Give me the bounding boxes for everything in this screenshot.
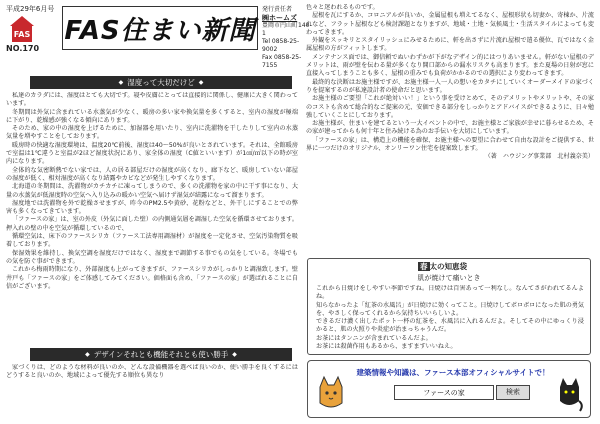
tips-box-title-highlight: 春 bbox=[420, 262, 428, 271]
diamond-icon: ◆ bbox=[198, 79, 204, 86]
paragraph: そのため、家の中の湿度を上げるために、加湿器を用いたり、室内に洗濯物を干したりして室内の水蒸気量を増やすことをしております。 bbox=[6, 125, 298, 141]
issue-date: 平成29年6月号 bbox=[6, 5, 55, 13]
section1-heading: 湿度って大切だけど bbox=[127, 78, 195, 87]
publisher-name: ㈱ホームズ bbox=[262, 14, 297, 22]
issue-number: NO.170 bbox=[6, 44, 40, 53]
paragraph: できるだけ濃く出したポット一杯の紅茶を、水風呂に入れるんだよ。そしてその中にゆっくり浸かると、肌の火照りや炎症が治まっちゃうんだ。 bbox=[316, 318, 584, 334]
paragraph: お茶にはタンニンが含まれているんだよ。 bbox=[316, 334, 432, 342]
paragraph: お茶には殺菌作用もあるから、ますますいいねえ。 bbox=[316, 343, 457, 351]
paragraph: 屋根を瓦にするか、コロニアルが良いか、金属屋根も増えてるなく、屋根形状も切妻か、寄棟か、片流れなど、フラット屋根なども検討課題となりますが、地域・土地・気候風土・生活スタイルによっても変わってきます。 bbox=[306, 12, 594, 36]
diamond-icon: ◆ bbox=[232, 351, 237, 358]
fas-logo bbox=[8, 14, 36, 44]
cat-icon bbox=[314, 373, 348, 413]
paragraph: 湿度地では洗濯物を外で乾燥させますが、昨今のPM2.5や黄砂、花粉などと、外干しにすることでの弊害も多くなってきています。 bbox=[6, 199, 298, 216]
paragraph: 「ファースの家」は、構造上の機能を確保、お施主様への要望に合わせて自由な設計をご提供する、世界に一つだけのオリジナル、オンリーワン住宅を提案致します。 bbox=[306, 136, 594, 153]
tips-box-title-rest: 太の知恵袋 bbox=[429, 262, 467, 271]
right-column-body bbox=[306, 4, 594, 254]
section2-body bbox=[6, 364, 298, 420]
publisher-block bbox=[262, 6, 312, 70]
publisher-fax: Fax 0858-25-7155 bbox=[262, 54, 302, 69]
paragraph: メンテナンス面では、御信頼でぬいわずかが下がなデザイン的にはつりあいません。軒がない屋根のデメリットは、雨が壁を伝わる量が多くなり開口部からの漏水リスクも高まります。また夏場の日射が窓に直接入ってしまうことも多く、屋根の重みでも負荷がかかるのでの選択により変わってきます。 bbox=[306, 53, 594, 78]
paragraph: これから梅雨時期になり、外部湿度も上がってきますが、ファースシリカがしっかりと調湿致します。壁井戸も「ファースの家」をご体感してみてください。価格面も含め、「ファースの家」が選ばれることに自信がございます。 bbox=[6, 266, 298, 290]
paragraph: お施主様のご要望「これが絶対いい！」という事を受けとめて、そのデメリットやメリットや、その家のコストも含めて総合的なご提案の元、安価できる部分をしっかりとアドバイスができるように、日々勉強していくことにしております。 bbox=[306, 95, 594, 119]
paragraph: 循環空気は、床下のファースシリカ（ファース工法専用調湿材）が湿度を一定化させ、空気汚染物質を吸着しております。 bbox=[6, 233, 298, 249]
paragraph: 色々と迷われるものです。 bbox=[306, 4, 379, 11]
publisher-address: 豊岡市円山町140-1 bbox=[262, 22, 312, 37]
newsletter-title: FAS住まい新聞 bbox=[62, 6, 258, 50]
publisher-tel: Tel 0858-25-9002 bbox=[262, 38, 300, 53]
author-signature: （著 ハウジング事業部 北村義奈美） bbox=[484, 153, 594, 161]
paragraph: 私達のカラダには、湿度はとても大切です。寝や皮膚にとっては直接的に関係し、健康に大きく関わっています。 bbox=[6, 92, 298, 108]
banner-text: 建築情報や知識は、ファース本部オフィシャルサイトで！ bbox=[356, 368, 550, 377]
tips-box-subtitle: 肌が焼けて痛いとき bbox=[417, 274, 481, 282]
black-cat-icon bbox=[554, 375, 584, 413]
site-search-banner bbox=[307, 360, 591, 418]
paragraph: 北海道の冬期間は、洗濯物がカチカチに凍ってしまうので、多くの洗濯物を家の中に干す事になり、大量の水蒸気が低湿度時の空気へ入り込みの暖かい空気へ届けず湿気が結露になって溜まります。 bbox=[6, 183, 298, 199]
paragraph: お施主様が、住まいを建てるという一大イベントの中で、お施主様とご家族が幸せに暮らせるため、その家が建ってからも何十年と住み続ける為のお手伝いを大切にしています。 bbox=[306, 120, 594, 136]
tips-box-title bbox=[418, 261, 467, 272]
search-button[interactable]: 検索 bbox=[496, 385, 530, 400]
publisher-label: 発行責任者 bbox=[262, 6, 293, 13]
paragraph: 全体的な気密断熱でない家では、人の居る部屋だけの湿度が高くなり、廊下など、暖房していない部屋の湿度が低く、相対湿度が高くなり結露やカビなどが発生しやすくなります。 bbox=[6, 166, 298, 182]
diamond-icon: ◆ bbox=[85, 351, 90, 358]
tips-box-body bbox=[316, 285, 584, 353]
paragraph: 外観をスッキリとスタイリッシュにみせるために、軒を出さずに片流れ屋根で遣る優位、瓦ではなく金属屋根の方がフィットします。 bbox=[306, 37, 594, 53]
search-input[interactable] bbox=[394, 385, 494, 400]
paragraph: 「ファースの家」は、室の外皮（外気に面した壁）の内側通気層を調湿した空気を循環させております。押入れの壁の中を空気が循環しているので、 bbox=[6, 216, 298, 232]
paragraph: 冬期間は外気に含まれている水蒸気が少なく、暖房の多い家や換気量を多くすると、室内の湿度が極端に下がり、乾燥感が強くなる傾向にあります。 bbox=[6, 108, 298, 124]
paragraph: 保湿効果を維持し、換気空調を湿度だけではなく、湿度まで調節する事でもの気をしている。冬場でもの気を防ぐ事ができます。 bbox=[6, 249, 298, 265]
diamond-icon: ◆ bbox=[118, 79, 124, 86]
paragraph: 暖房時の快適な湿度環境は、温度20℃前後、湿度は40〜50%が良いとされています。それは、全館暖房で室温は1℃違うと室温が2ほど湿度状況にあり、家全体の湿度（C値といいます）が1㎠/㎡以下の時が室内になります。 bbox=[6, 141, 298, 166]
logo-text: FAS bbox=[13, 30, 31, 39]
paragraph: 家づくりは、どのような材料が良いのか、どんな設備機器を選べば良いのか、使い勝手を良くするにはどうすると良いのか、地域によって優先する順位も異なり bbox=[6, 364, 298, 380]
section1-body bbox=[6, 92, 298, 342]
paragraph: これから日焼けをしやすい季節ですね。日焼けは百害あって一利なし。なんてさがわれてるんよね。 bbox=[316, 285, 584, 301]
tips-box bbox=[307, 258, 591, 355]
paragraph: 知らなかったよ「紅茶の水風呂」が日焼けに効くってこと。日焼けしてボロボロになった肌の勇気を、やさしく保ってくれるから気持ちいいらしいよ。 bbox=[316, 301, 584, 317]
section2-heading-bar bbox=[30, 348, 292, 361]
paragraph: 最終的な決断はお施主様ですが、お施主様一人一人の想いをカタチにしていくオーダーメイドの家づくりを提案するのが私達設計者の使命だと思います。 bbox=[306, 78, 594, 94]
section1-heading-bar bbox=[30, 76, 292, 89]
section2-heading: デザインそれとも機能それとも使い勝手 bbox=[93, 350, 229, 359]
